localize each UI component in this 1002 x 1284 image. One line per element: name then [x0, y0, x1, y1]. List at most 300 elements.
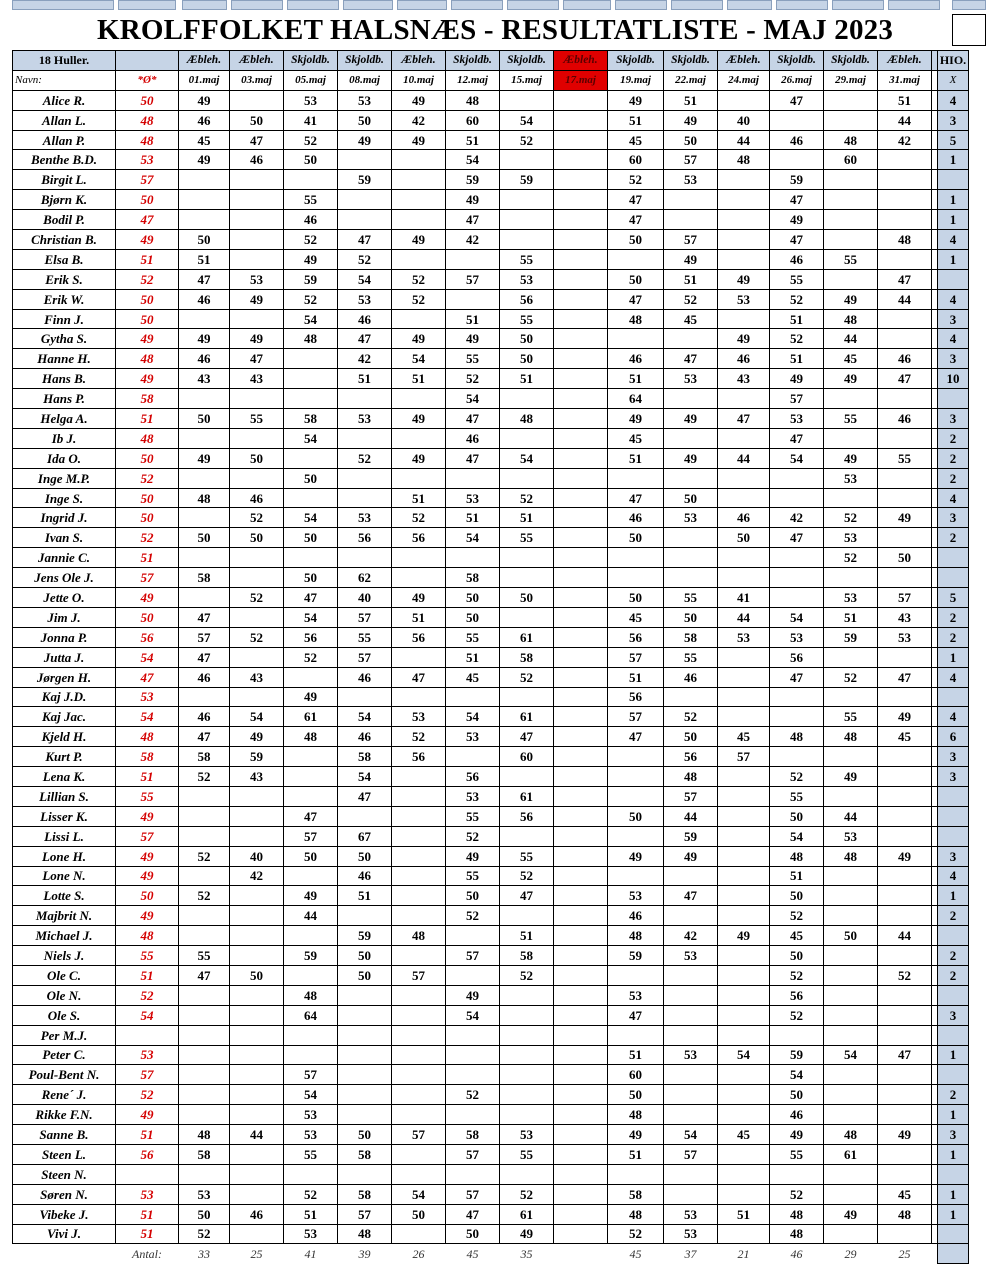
score-cell: 52	[824, 508, 878, 528]
score-cell	[878, 1065, 932, 1085]
score-cell	[878, 389, 932, 409]
hio-count: 4	[938, 707, 969, 727]
score-cell: 50	[500, 329, 554, 349]
player-average: 58	[116, 747, 179, 767]
score-cell: 53	[664, 1204, 718, 1224]
score-cell	[500, 468, 554, 488]
hio-count: 1	[938, 647, 969, 667]
player-average: 51	[116, 1204, 179, 1224]
score-cell: 50	[718, 528, 770, 548]
table-row	[13, 508, 969, 528]
date-cell: 15.maj	[500, 70, 554, 90]
score-cell: 46	[338, 309, 392, 329]
score-cell	[824, 747, 878, 767]
hio-count: 1	[938, 210, 969, 230]
score-cell: 60	[500, 747, 554, 767]
score-cell	[230, 946, 284, 966]
score-cell: 57	[446, 946, 500, 966]
score-cell	[664, 1164, 718, 1184]
score-cell: 59	[338, 170, 392, 190]
score-cell: 44	[718, 607, 770, 627]
score-cell	[554, 428, 608, 448]
player-name: Jette O.	[13, 588, 116, 608]
score-cell	[230, 1105, 284, 1125]
score-cell	[770, 150, 824, 170]
score-cell: 58	[179, 1144, 230, 1164]
player-name: Lillian S.	[13, 786, 116, 806]
score-cell: 49	[878, 707, 932, 727]
score-cell: 48	[824, 846, 878, 866]
score-cell	[338, 906, 392, 926]
score-cell	[718, 786, 770, 806]
score-cell	[770, 488, 824, 508]
player-name: Hans B.	[13, 369, 116, 389]
score-cell	[824, 488, 878, 508]
score-cell: 43	[230, 667, 284, 687]
player-name: Jonna P.	[13, 627, 116, 647]
score-cell	[554, 110, 608, 130]
score-cell: 52	[392, 269, 446, 289]
hio-count	[938, 568, 969, 588]
score-cell: 49	[664, 409, 718, 429]
score-cell	[824, 269, 878, 289]
score-cell: 52	[446, 826, 500, 846]
score-cell: 48	[608, 1105, 664, 1125]
score-cell	[664, 985, 718, 1005]
score-cell: 51	[664, 269, 718, 289]
score-cell: 50	[338, 110, 392, 130]
score-cell: 57	[446, 1144, 500, 1164]
score-cell: 50	[338, 965, 392, 985]
score-cell	[392, 687, 446, 707]
score-cell: 51	[608, 1045, 664, 1065]
score-cell: 49	[338, 130, 392, 150]
score-cell	[230, 1005, 284, 1025]
player-name: Hans P.	[13, 389, 116, 409]
score-cell	[338, 1105, 392, 1125]
score-cell	[392, 846, 446, 866]
score-cell: 55	[770, 269, 824, 289]
player-name: Allan L.	[13, 110, 116, 130]
hio-count: 3	[938, 309, 969, 329]
score-cell: 48	[338, 1224, 392, 1244]
player-name: Niels J.	[13, 946, 116, 966]
score-cell	[878, 906, 932, 926]
antal-count: 41	[304, 1246, 317, 1261]
score-cell	[770, 468, 824, 488]
score-cell	[284, 448, 338, 468]
venue-cell: Skjoldb.	[824, 51, 878, 71]
hio-count: 3	[938, 1005, 969, 1025]
player-name: Peter C.	[13, 1045, 116, 1065]
score-cell: 49	[608, 90, 664, 110]
venue-cell-cancelled: Æbleh.	[554, 51, 608, 71]
score-cell	[230, 468, 284, 488]
score-cell	[878, 190, 932, 210]
score-cell	[554, 190, 608, 210]
score-cell: 47	[608, 727, 664, 747]
score-cell	[500, 210, 554, 230]
score-cell	[230, 1025, 284, 1045]
table-row	[13, 1144, 969, 1164]
score-cell	[718, 687, 770, 707]
score-cell: 47	[338, 786, 392, 806]
player-average: 57	[116, 1065, 179, 1085]
score-cell: 51	[500, 369, 554, 389]
player-name: Lena K.	[13, 767, 116, 787]
venue-cell: Æbleh.	[878, 51, 932, 71]
table-row	[13, 647, 969, 667]
score-cell	[824, 965, 878, 985]
score-cell	[392, 170, 446, 190]
player-average: 50	[116, 289, 179, 309]
player-name: Ivan S.	[13, 528, 116, 548]
score-cell: 51	[770, 309, 824, 329]
hio-count: 4	[938, 866, 969, 886]
score-cell	[392, 150, 446, 170]
score-cell: 40	[718, 110, 770, 130]
score-cell: 54	[230, 707, 284, 727]
player-average: 52	[116, 1085, 179, 1105]
score-cell: 50	[608, 588, 664, 608]
table-row	[13, 1105, 969, 1125]
player-average: 50	[116, 886, 179, 906]
score-cell	[392, 866, 446, 886]
score-cell	[446, 1164, 500, 1184]
score-cell: 55	[500, 249, 554, 269]
score-cell	[718, 568, 770, 588]
score-cell: 47	[770, 428, 824, 448]
score-cell: 46	[179, 289, 230, 309]
score-cell	[878, 428, 932, 448]
player-average: 49	[116, 329, 179, 349]
score-cell: 51	[500, 508, 554, 528]
table-row	[13, 210, 969, 230]
score-cell: 51	[500, 926, 554, 946]
score-cell	[554, 349, 608, 369]
score-cell: 47	[446, 409, 500, 429]
player-name: Ole N.	[13, 985, 116, 1005]
hio-count: 2	[938, 906, 969, 926]
score-cell: 50	[338, 846, 392, 866]
score-cell: 52	[392, 727, 446, 747]
score-cell: 51	[179, 249, 230, 269]
score-cell: 43	[179, 369, 230, 389]
score-cell: 50	[230, 110, 284, 130]
score-cell: 49	[824, 289, 878, 309]
score-cell: 50	[500, 588, 554, 608]
player-name: Kjeld H.	[13, 727, 116, 747]
score-cell: 56	[770, 647, 824, 667]
score-cell: 46	[230, 1204, 284, 1224]
score-cell	[770, 687, 824, 707]
hio-count: 3	[938, 767, 969, 787]
score-cell: 54	[446, 707, 500, 727]
score-cell: 47	[664, 349, 718, 369]
score-cell: 49	[824, 369, 878, 389]
score-cell	[878, 528, 932, 548]
score-cell	[392, 786, 446, 806]
score-cell: 46	[878, 349, 932, 369]
table-row	[13, 269, 969, 289]
score-cell: 55	[446, 806, 500, 826]
score-cell	[284, 866, 338, 886]
score-cell: 50	[664, 607, 718, 627]
hio-count	[938, 389, 969, 409]
score-cell	[718, 548, 770, 568]
score-cell	[554, 627, 608, 647]
hio-count: 4	[938, 90, 969, 110]
score-cell: 47	[338, 329, 392, 349]
score-cell: 55	[446, 627, 500, 647]
score-cell	[878, 786, 932, 806]
score-cell: 41	[718, 588, 770, 608]
table-row	[13, 866, 969, 886]
score-cell	[718, 170, 770, 190]
score-cell: 50	[770, 1085, 824, 1105]
score-cell: 40	[230, 846, 284, 866]
score-cell: 47	[878, 369, 932, 389]
table-row	[13, 1164, 969, 1184]
score-cell	[878, 1164, 932, 1184]
score-cell	[554, 289, 608, 309]
score-cell: 50	[608, 269, 664, 289]
score-cell: 52	[500, 1184, 554, 1204]
score-cell	[446, 1025, 500, 1045]
score-cell	[500, 1105, 554, 1125]
score-cell: 51	[608, 110, 664, 130]
score-cell: 51	[392, 369, 446, 389]
score-cell	[554, 1184, 608, 1204]
score-cell: 54	[446, 1005, 500, 1025]
score-cell	[554, 1025, 608, 1045]
table-row	[13, 1184, 969, 1204]
score-cell	[664, 389, 718, 409]
score-cell: 45	[608, 130, 664, 150]
score-cell	[718, 806, 770, 826]
score-cell: 54	[338, 707, 392, 727]
hio-count: 1	[938, 1105, 969, 1125]
score-cell	[179, 926, 230, 946]
score-cell: 52	[770, 767, 824, 787]
score-cell: 47	[179, 965, 230, 985]
score-cell: 42	[338, 349, 392, 369]
player-average: 49	[116, 846, 179, 866]
player-name: Jørgen H.	[13, 667, 116, 687]
score-cell: 61	[824, 1144, 878, 1164]
score-cell	[446, 1045, 500, 1065]
score-cell: 58	[500, 647, 554, 667]
score-cell: 51	[392, 607, 446, 627]
score-cell: 47	[179, 269, 230, 289]
score-cell	[824, 389, 878, 409]
score-cell	[824, 946, 878, 966]
score-cell	[446, 687, 500, 707]
score-cell	[230, 1045, 284, 1065]
score-cell: 54	[284, 309, 338, 329]
score-cell: 53	[338, 289, 392, 309]
hio-count	[938, 1025, 969, 1045]
score-cell	[230, 210, 284, 230]
score-cell: 47	[718, 409, 770, 429]
score-cell	[718, 1164, 770, 1184]
table-row	[13, 846, 969, 866]
score-cell	[824, 866, 878, 886]
score-cell	[230, 1164, 284, 1184]
player-name: Christian B.	[13, 230, 116, 250]
score-cell	[878, 985, 932, 1005]
score-cell: 53	[664, 508, 718, 528]
table-row	[13, 1125, 969, 1145]
venue-cell: Skjoldb.	[770, 51, 824, 71]
score-cell: 47	[338, 230, 392, 250]
score-cell	[608, 568, 664, 588]
score-cell: 47	[878, 1045, 932, 1065]
score-cell: 49	[179, 90, 230, 110]
score-cell: 57	[770, 389, 824, 409]
hio-count: 1	[938, 150, 969, 170]
table-row	[13, 230, 969, 250]
score-cell	[664, 1184, 718, 1204]
score-cell	[179, 687, 230, 707]
score-cell: 57	[718, 747, 770, 767]
venue-cell: Skjoldb.	[664, 51, 718, 71]
score-cell	[284, 786, 338, 806]
score-cell: 49	[230, 289, 284, 309]
player-average: 55	[116, 946, 179, 966]
score-cell	[392, 548, 446, 568]
score-cell: 52	[284, 130, 338, 150]
score-cell	[554, 528, 608, 548]
score-cell	[718, 965, 770, 985]
avg-header: *Ø*	[116, 70, 179, 90]
date-cell: 24.maj	[718, 70, 770, 90]
score-cell: 50	[446, 1224, 500, 1244]
player-average: 48	[116, 349, 179, 369]
score-cell: 52	[664, 289, 718, 309]
score-cell	[718, 309, 770, 329]
player-name: Erik S.	[13, 269, 116, 289]
score-cell: 50	[446, 588, 500, 608]
score-cell: 49	[608, 1125, 664, 1145]
antal-count: 35	[520, 1246, 533, 1261]
score-cell	[338, 1005, 392, 1025]
date-cell: 26.maj	[770, 70, 824, 90]
score-cell: 47	[608, 190, 664, 210]
score-cell: 47	[230, 349, 284, 369]
score-cell: 49	[608, 409, 664, 429]
score-cell	[878, 150, 932, 170]
player-average: 48	[116, 926, 179, 946]
score-cell: 51	[608, 1144, 664, 1164]
score-cell	[770, 707, 824, 727]
player-average: 50	[116, 607, 179, 627]
score-cell	[664, 210, 718, 230]
score-cell: 49	[392, 409, 446, 429]
score-cell	[554, 1224, 608, 1244]
score-cell: 59	[608, 946, 664, 966]
score-cell: 45	[664, 309, 718, 329]
score-cell: 47	[284, 588, 338, 608]
score-cell	[554, 468, 608, 488]
score-cell: 56	[446, 767, 500, 787]
score-cell	[338, 548, 392, 568]
score-cell	[179, 985, 230, 1005]
table-row	[13, 588, 969, 608]
score-cell: 52	[338, 249, 392, 269]
score-cell: 48	[824, 309, 878, 329]
antal-count: 26	[412, 1246, 425, 1261]
table-row	[13, 110, 969, 130]
score-cell: 49	[878, 1125, 932, 1145]
player-average: 51	[116, 1125, 179, 1145]
score-cell: 55	[500, 1144, 554, 1164]
score-cell: 52	[338, 448, 392, 468]
score-cell	[179, 170, 230, 190]
score-cell: 52	[284, 1184, 338, 1204]
score-cell: 50	[608, 528, 664, 548]
score-cell: 53	[824, 468, 878, 488]
score-cell	[179, 1105, 230, 1125]
score-cell: 55	[824, 249, 878, 269]
score-cell	[770, 747, 824, 767]
score-cell	[500, 190, 554, 210]
score-cell: 46	[608, 508, 664, 528]
score-cell	[230, 249, 284, 269]
table-row	[13, 468, 969, 488]
score-cell: 50	[500, 349, 554, 369]
score-cell	[718, 846, 770, 866]
score-cell	[664, 1085, 718, 1105]
score-cell	[230, 1224, 284, 1244]
score-cell	[392, 806, 446, 826]
score-cell	[878, 1025, 932, 1045]
score-cell: 47	[500, 886, 554, 906]
score-cell	[824, 1105, 878, 1125]
score-cell: 50	[179, 409, 230, 429]
score-cell	[718, 190, 770, 210]
score-cell: 61	[500, 1204, 554, 1224]
score-cell: 46	[770, 1105, 824, 1125]
score-cell: 55	[446, 866, 500, 886]
score-cell: 60	[446, 110, 500, 130]
score-cell	[554, 1164, 608, 1184]
score-cell	[500, 607, 554, 627]
score-cell	[500, 1045, 554, 1065]
score-cell	[230, 389, 284, 409]
score-cell	[664, 428, 718, 448]
score-cell: 42	[770, 508, 824, 528]
score-cell	[179, 1005, 230, 1025]
score-cell	[718, 249, 770, 269]
antal-count: 21	[737, 1246, 750, 1261]
score-cell: 54	[770, 1065, 824, 1085]
hio-count: 1	[938, 1144, 969, 1164]
score-cell	[554, 747, 608, 767]
score-cell	[446, 468, 500, 488]
score-cell	[179, 1085, 230, 1105]
score-cell	[338, 210, 392, 230]
player-average: 56	[116, 627, 179, 647]
score-cell	[284, 926, 338, 946]
score-cell	[554, 1105, 608, 1125]
player-average: 57	[116, 568, 179, 588]
score-cell	[554, 448, 608, 468]
score-cell: 59	[500, 170, 554, 190]
score-cell: 50	[446, 607, 500, 627]
player-name: Kaj J.D.	[13, 687, 116, 707]
score-cell: 47	[446, 448, 500, 468]
